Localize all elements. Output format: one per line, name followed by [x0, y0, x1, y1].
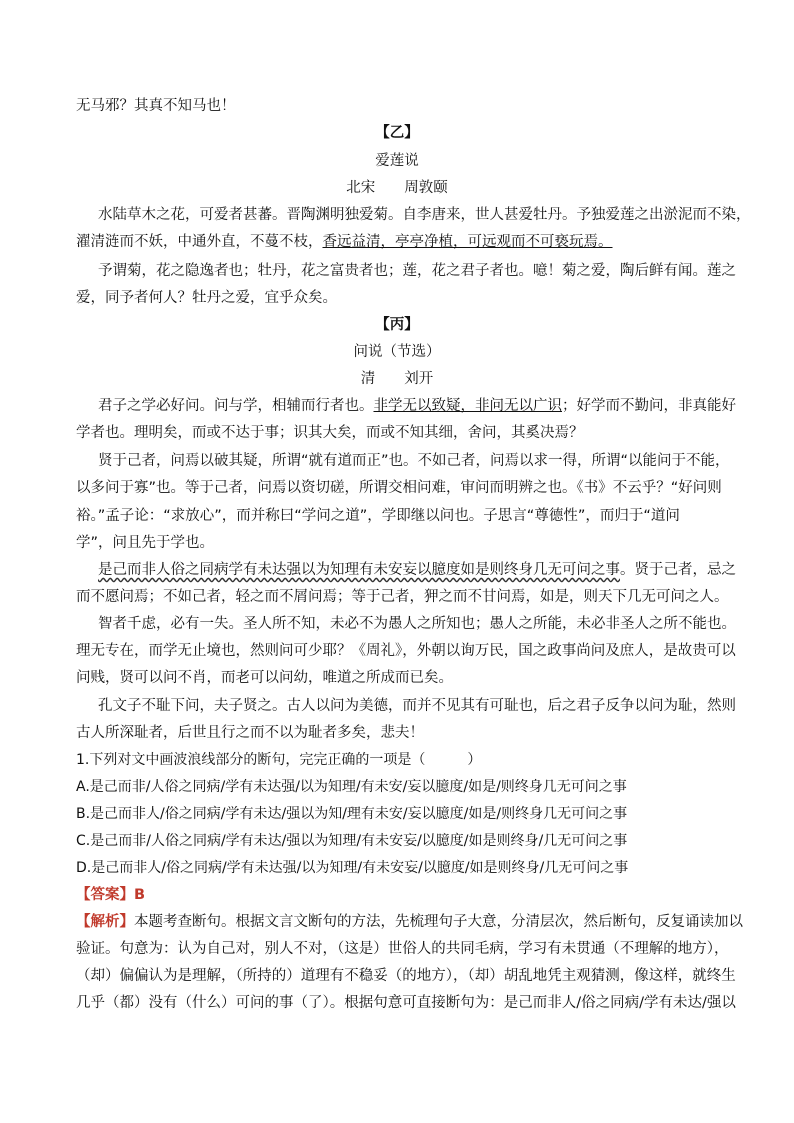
answer-line: [76, 885, 738, 905]
yi-p2-line1: 予谓菊，花之隐逸者也；牡丹，花之富贵者也；莲，花之君子者也。噫！菊之爱，陶后鲜有闻。莲之: [98, 263, 736, 279]
bing-p5-line1: 孔文子不耻下问，夫子贤之。古人以问为美德，而并不见其有可耻也，后之君子反争以问为耻，然则: [98, 698, 736, 714]
bing-p3-line1: [98, 560, 738, 580]
analysis-line3: （却）偏偏认为是理解，（所持的）道理有不稳妥（的地方），（却）胡乱地凭主观猜测，像这样，就终生: [76, 968, 736, 984]
bing-p2-line3: 裕。”孟子论：“求放心”，而并称曰“学问之道”，学即继以问也。子思言“尊德性”，而归于“道问: [76, 508, 680, 524]
analysis-line2: 验证。句意为：认为自己对，别人不对，（这是）世俗人的共同毛病，学习有未贯通（不理解的地方），: [76, 941, 729, 957]
section-label-yi: 【乙】: [375, 125, 419, 141]
yi-underlined-sentence: 香远益清，亭亭净植，可远观而不可亵玩焉。: [322, 234, 613, 250]
analysis-label: 【解析】: [76, 914, 134, 930]
bing-p1-line1-c: ；好学而不勤问，非真能好: [562, 398, 736, 414]
yi-p1-line1: 水陆草木之花，可爱者甚蕃。晋陶渊明独爱菊。自李唐来，世人甚爱牡丹。予独爱莲之出淤泥而不染，: [98, 207, 751, 223]
bing-p3-line1-b: 。贤于己者，忌之: [620, 562, 736, 578]
bing-p2-line2: 以多问于寡”也。等于己者，问焉以资切磋，所谓交相问难，审问而明辨之也。《书》不云乎？“好问则: [76, 480, 722, 496]
yi-p2-line2: 爱，同予者何人？牡丹之爱，宜乎众矣。: [76, 290, 337, 306]
option-d: D.是己而非人/俗之同病/学有未达强/以为知理/有未安妄/以臆度/如是则终身/几无可问之事: [76, 860, 629, 876]
yi-p1-line2-a: 濯清涟而不妖，中通外直，不蔓不枝，: [76, 234, 323, 250]
bing-p1-line1-a: 君子之学必好问。问与学，相辅而行者也。: [98, 398, 374, 414]
option-b: B.是己而非人/俗之同病/学有未达/强以为知/理有未安/妄以臆度/如是/则终身几无可问之事: [76, 806, 628, 822]
bing-p4-line2: 理无专在，而学无止境也，然则问可少耶？《周礼》，外朝以询万民，国之政事尚问及庶人，是故贵可以: [76, 643, 736, 659]
bing-p5-line2: 古人所深耻者，后世且行之而不以为耻者多矣，悲夫！: [76, 725, 424, 741]
option-c: C.是己而非/人俗之同病/学有未达/强以为知理/有未安妄/以臆度/如是则终身/几无可问之事: [76, 833, 628, 849]
analysis-line1: [76, 912, 743, 932]
answer-value: B: [134, 887, 146, 903]
bing-p2-line4: 学”，问且先于学也。: [76, 535, 215, 551]
bing-underlined-sentence: 非学无以致疑，非问无以广识: [373, 398, 562, 414]
bing-p1-line1: [98, 396, 738, 416]
bing-p4-line1: 智者千虑，必有一失。圣人所不知，未必不为愚人之所知也；愚人之所能，未必非圣人之所不能也。: [98, 616, 736, 632]
analysis-text-1: 本题考查断句。根据文言文断句的方法，先梳理句子大意，分清层次，然后断句，反复诵读加以: [134, 914, 743, 930]
yi-p1-line2: [76, 232, 738, 252]
option-a: A.是己而非/人俗之同病/学有未达强/以为知理/有未安/妄以臆度/如是/则终身几无可问之事: [76, 779, 627, 795]
author-liu-kai: 清 刘开: [360, 371, 434, 387]
bing-p2-line1: 贤于己者，问焉以破其疑，所谓“就有道而正”也。不如己者，问焉以求一得，所谓“以能问于不能，: [98, 453, 730, 469]
author-zhou-dunyi: 北宋 周敦颐: [346, 180, 448, 196]
title-ailianshuo: 爱莲说: [375, 153, 419, 169]
answer-label: 【答案】: [76, 887, 134, 903]
title-wenshuo: 问说（节选）: [353, 344, 441, 360]
bing-p1-line2: 学者也。理明矣，而或不达于事；识其大矣，而或不知其细，舍问，其奚决焉？: [76, 425, 584, 441]
bing-p3-line2: 而不愿问焉；不如己者，轻之而不屑问焉；等于己者，狎之而不甘问焉，如是，则天下几无可问之人。: [76, 589, 729, 605]
top-line: 无马邪？其真不知马也！: [76, 98, 236, 114]
bing-wavy-sentence: 是己而非人俗之同病学有未达强以为知理有未安妄以臆度如是则终身几无可问之事: [98, 562, 620, 578]
bing-p4-line3: 问贱，贤可以问不肖，而老可以问幼，唯道之所成而已矣。: [76, 670, 453, 686]
question-stem: 1.下列对文中画波浪线部分的断句，完完正确的一项是（ ）: [76, 752, 482, 768]
section-label-bing: 【丙】: [375, 317, 419, 333]
analysis-line4: 几乎（都）没有（什么）可问的事（了）。根据句意可直接断句为：是己而非人/俗之同病/学有未达/强以: [76, 995, 736, 1011]
